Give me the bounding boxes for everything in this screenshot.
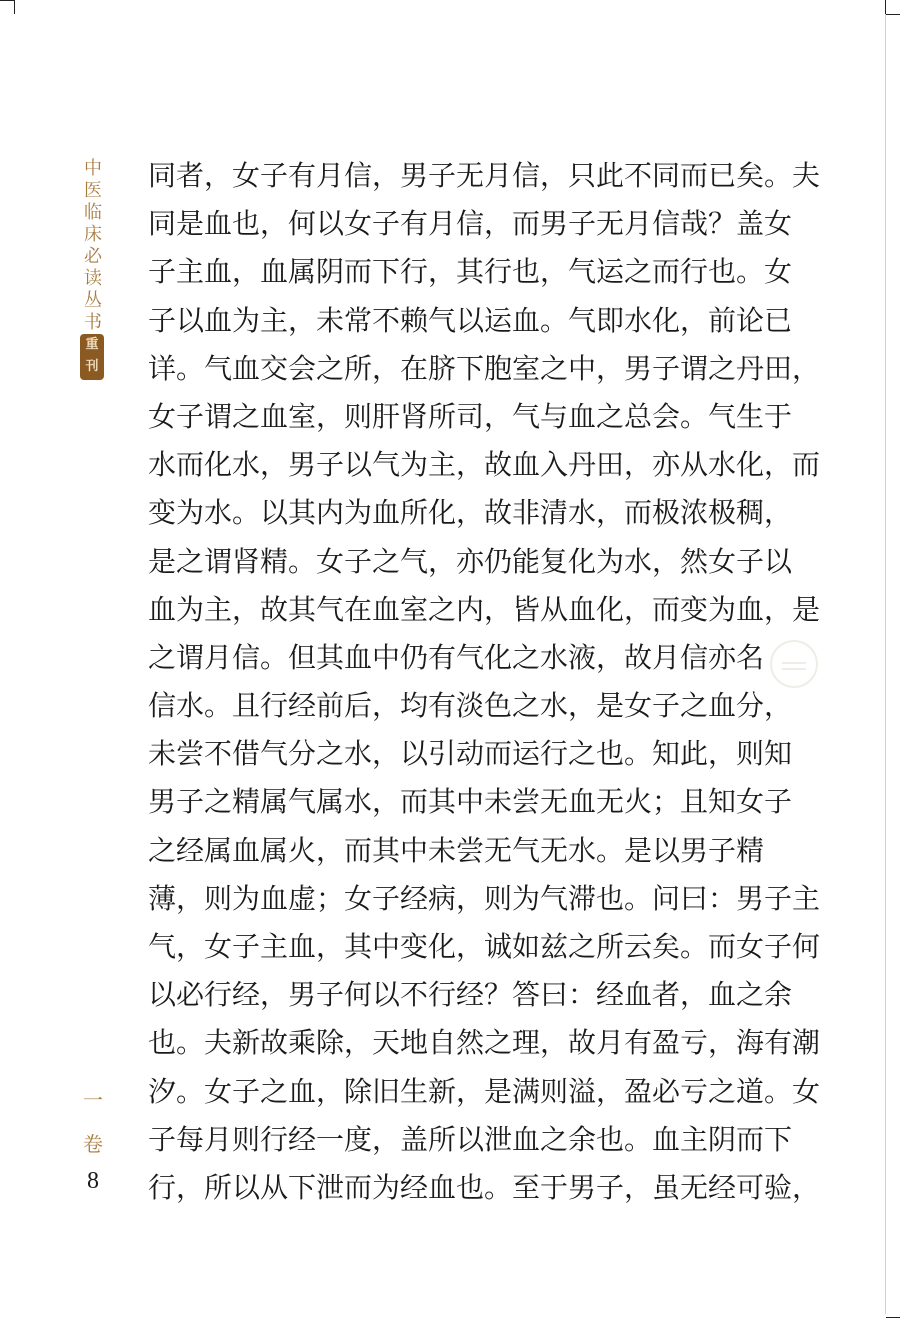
text-line: 之经属血属火，而其中未尝无气无水。是以男子精 — [148, 833, 765, 867]
series-title-char: 床 — [84, 224, 102, 245]
crop-mark-top-right — [885, 0, 886, 14]
series-title-char: 必 — [84, 246, 102, 267]
crop-mark-top-left — [0, 0, 14, 1]
series-title-vertical — [82, 158, 104, 334]
text-line: 血为主，故其气在血室之内，皆从血化，而变为血，是 — [148, 592, 821, 626]
text-line: 是之谓肾精。女子之气，亦仍能复化为水，然女子以 — [148, 544, 793, 578]
text-line: 子每月则行经一度，盖所以泄血之余也。血主阴而下 — [148, 1122, 793, 1156]
crop-mark-bottom-right — [886, 1317, 900, 1318]
text-line: 之谓月信。但其血中仍有气化之水液，故月信亦名 — [148, 640, 765, 674]
series-title-char: 丛 — [84, 290, 102, 311]
series-title-char: 读 — [84, 268, 102, 289]
series-title-char: 中 — [84, 158, 102, 179]
text-line: 详。气血交会之所，在脐下胞室之中，男子谓之丹田， — [148, 351, 821, 385]
series-title-char: 临 — [84, 202, 102, 223]
text-line: 子以血为主，未常不赖气以运血。气即水化，前论已 — [148, 303, 793, 337]
text-line: 变为水。以其内为血所化，故非清水，而极浓极稠， — [148, 496, 793, 530]
crop-mark-top-right-horizontal — [886, 14, 900, 15]
body-text — [148, 152, 821, 1212]
text-line: 信水。且行经前后，均有淡色之水，是女子之血分， — [148, 689, 793, 723]
text-line: 子主血，血属阴而下行，其行也，气运之而行也。女 — [148, 255, 793, 289]
volume-label-char: 卷 — [83, 1132, 103, 1156]
text-line: 汐。女子之血，除旧生新，是满则溢，盈必亏之道。女 — [148, 1074, 821, 1108]
crop-mark-top-left-vertical — [14, 0, 15, 14]
text-line: 以必行经，男子何以不行经？答曰：经血者，血之余 — [148, 978, 793, 1012]
volume-label-char: 一 — [83, 1088, 103, 1112]
text-line: 也。夫新故乘除，天地自然之理，故月有盈亏，海有潮 — [148, 1026, 821, 1060]
seal-char: 刊 — [85, 359, 99, 374]
text-line: 行，所以从下泄而为经血也。至于男子，虽无经可验， — [148, 1170, 821, 1204]
text-line: 同者，女子有月信，男子无月信，只此不同而已矣。夫 — [148, 159, 821, 192]
text-line: 薄，则为血虚；女子经病，则为气滞也。问曰：男子主 — [148, 881, 821, 915]
volume-label — [82, 1078, 104, 1166]
text-line: 男子之精属气属水，而其中未尝无血无火；且知女子 — [148, 785, 793, 819]
page-edge-line — [885, 14, 886, 1314]
text-line: 同是血也，何以女子有月信，而男子无月信哉？盖女 — [148, 207, 793, 241]
text-line: 女子谓之血室，则肝肾所司，气与血之总会。气生于 — [148, 399, 793, 433]
text-line: 未尝不借气分之水，以引动而运行之也。知此，则知 — [148, 737, 793, 771]
reprint-seal — [80, 334, 104, 380]
series-title-char: 书 — [84, 312, 102, 333]
seal-char: 重 — [85, 337, 99, 352]
text-line: 水而化水，男子以气为主，故血入丹田，亦从水化，而 — [148, 448, 821, 482]
watermark-logo-icon — [770, 640, 818, 688]
text-line: 气，女子主血，其中变化，诚如兹之所云矣。而女子何 — [148, 930, 821, 963]
series-title-char: 医 — [84, 180, 102, 201]
page-number: 8 — [87, 1168, 99, 1194]
